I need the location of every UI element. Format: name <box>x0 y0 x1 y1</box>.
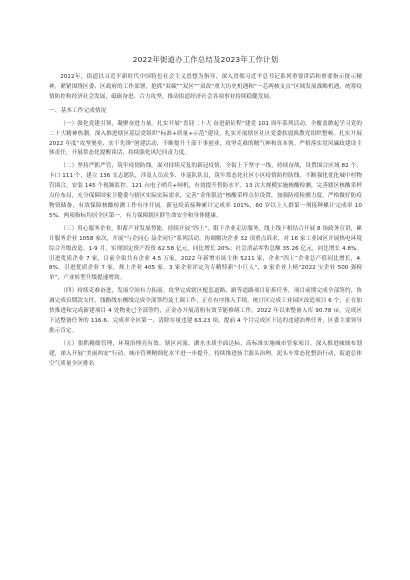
intro-paragraph: 2022年，街道以习近平新时代中国特色社会主义思想为指导，深入贯彻习近平总书记系列重要讲话和重要指示批示精神，紧紧围绕区委、区政府的工作部署，抢抓“双碳”“双区”“双改”重大历史机遇和“一芯两核支点”区域发展战略机遇，统筹疫情防控和经济社会发展，砥砺奋进、合力攻坚，推动街道经济社会各项事业持续稳健发展。 <box>49 74 362 100</box>
paragraph-development-space: （四）持续克难奋进，发展空间有力拓展。攻坚完成辖区配套道路、路等道路项目征拆任务，项目前期完成全部签约，协调完成首期款支付，线路线东侧线完成全部签约及土调工作，正在有序推入手续。统计区完成工业园区改造项目 6 个，正在加快推进和完成新建项目 4 处物业已全部签约，正金办开展清租有效节能修缮工作。2022 年以来整备入库 90.78 亩，完成区下达整备任务的 116.6。完成率全区第一，清除存量违建 63.23 项，提前 4 个月完成区下达的违建治理任务，区委主要领导批示肯定。 <box>49 288 362 334</box>
paragraph-enterprise-service: （三）用心服务企业，积蓄产业发展势能。持续开展“四上”、限下企业走访服务，线上线下相结合开展 8 场政务宣讲，累计服务企业 1058 家次，开展“与企同心 益企同行”系列活动，协调解决企业 32 项重点诉求，对 16 家工业园区开展热电环境综合升级改造。1-9 月，实现固定资产投资 62.58 亿元，同比增长 20%；社会消品零售总额 35.26 亿元，同比增长 4.8%。引进优质企业 7 家，目前全街共有企业 4.5 万家，2022 年新增市场主体 5211 家，企业“四上”企业总产值同比增长，4.8%。引进优质企业 7 家，规上企业 405 家，3 家企业评定为专精特新“小巨人”，9 家企业上榜“2022 宝企业 500 强榜单”，产业转型升级提速增效。 <box>49 225 362 282</box>
document-title: 2022年街道办工作总结及2023年工作计划 <box>132 55 279 64</box>
paragraph-epidemic-control: （二）坚持严抓严管，筑牢疫情防线。面对持续反复的新冠疫情，全街上下坚守一线，持续奋战，设置围合区域 82 个、卡口 111 个，建立 136 支志愿队，涉及人员众多、步巡队队员，筑牢常态化社区小区疫情防控防线。不断强化优化城中村物管围合，安装 145 个视频监控、121 台电子哨兵+闸机，有效提升智防水平。13 次大规模实施核酸检测，完善辖区核酸采样点位布局，充分保障国家卫健委与辖区实际实际需求，完善“金角银边”核酸采样点位设置，加强防疫检测力度。严格做好防疫物资储备，有效保障核酸检测工作有序开展。新冠疫苗接种累计完成率 101%，60 岁以上人群第一剂接种累计完成率 105%，两项指标均居全区第一，有力保障辖区群生命安全和身体健康。 <box>49 163 362 219</box>
paragraph-party-building: （一）强化党建引领，凝聚奋进力量。扎实开展“喜迎二十大 奋进新征程”建党 101 周年系列活动，全覆盖掀起学习党的二十大精神热潮。深入推进辖区基层党组织“标准+质量+示范”建设，扎实开展辖区社区党委软弱涣散党组织整顿。扎实开展 2022 年度“攻坚堡垒、实干先锋”创建活动，不断提升干部干事创业、攻坚克难的精气神和真本领。严格落实党风廉政建设主体责任，开展常态化提醒谈话，持续强化风纪问责力度。 <box>49 120 362 157</box>
paragraph-environment-governance: （五）狠抓精细管理，环境治理亮有效。辖区河流、湖水水质全面达标，高标准实施城市管家项目。深入推进城域布划建，深入开展“美丽西安”行动，城市管理精细化水平进一步提升。持续推进扬尘源头治理，泥头车常态化整治行动，街道总体空气质量全区排名 <box>49 340 362 367</box>
section-heading: 一、基本工作完成情况 <box>49 107 107 114</box>
